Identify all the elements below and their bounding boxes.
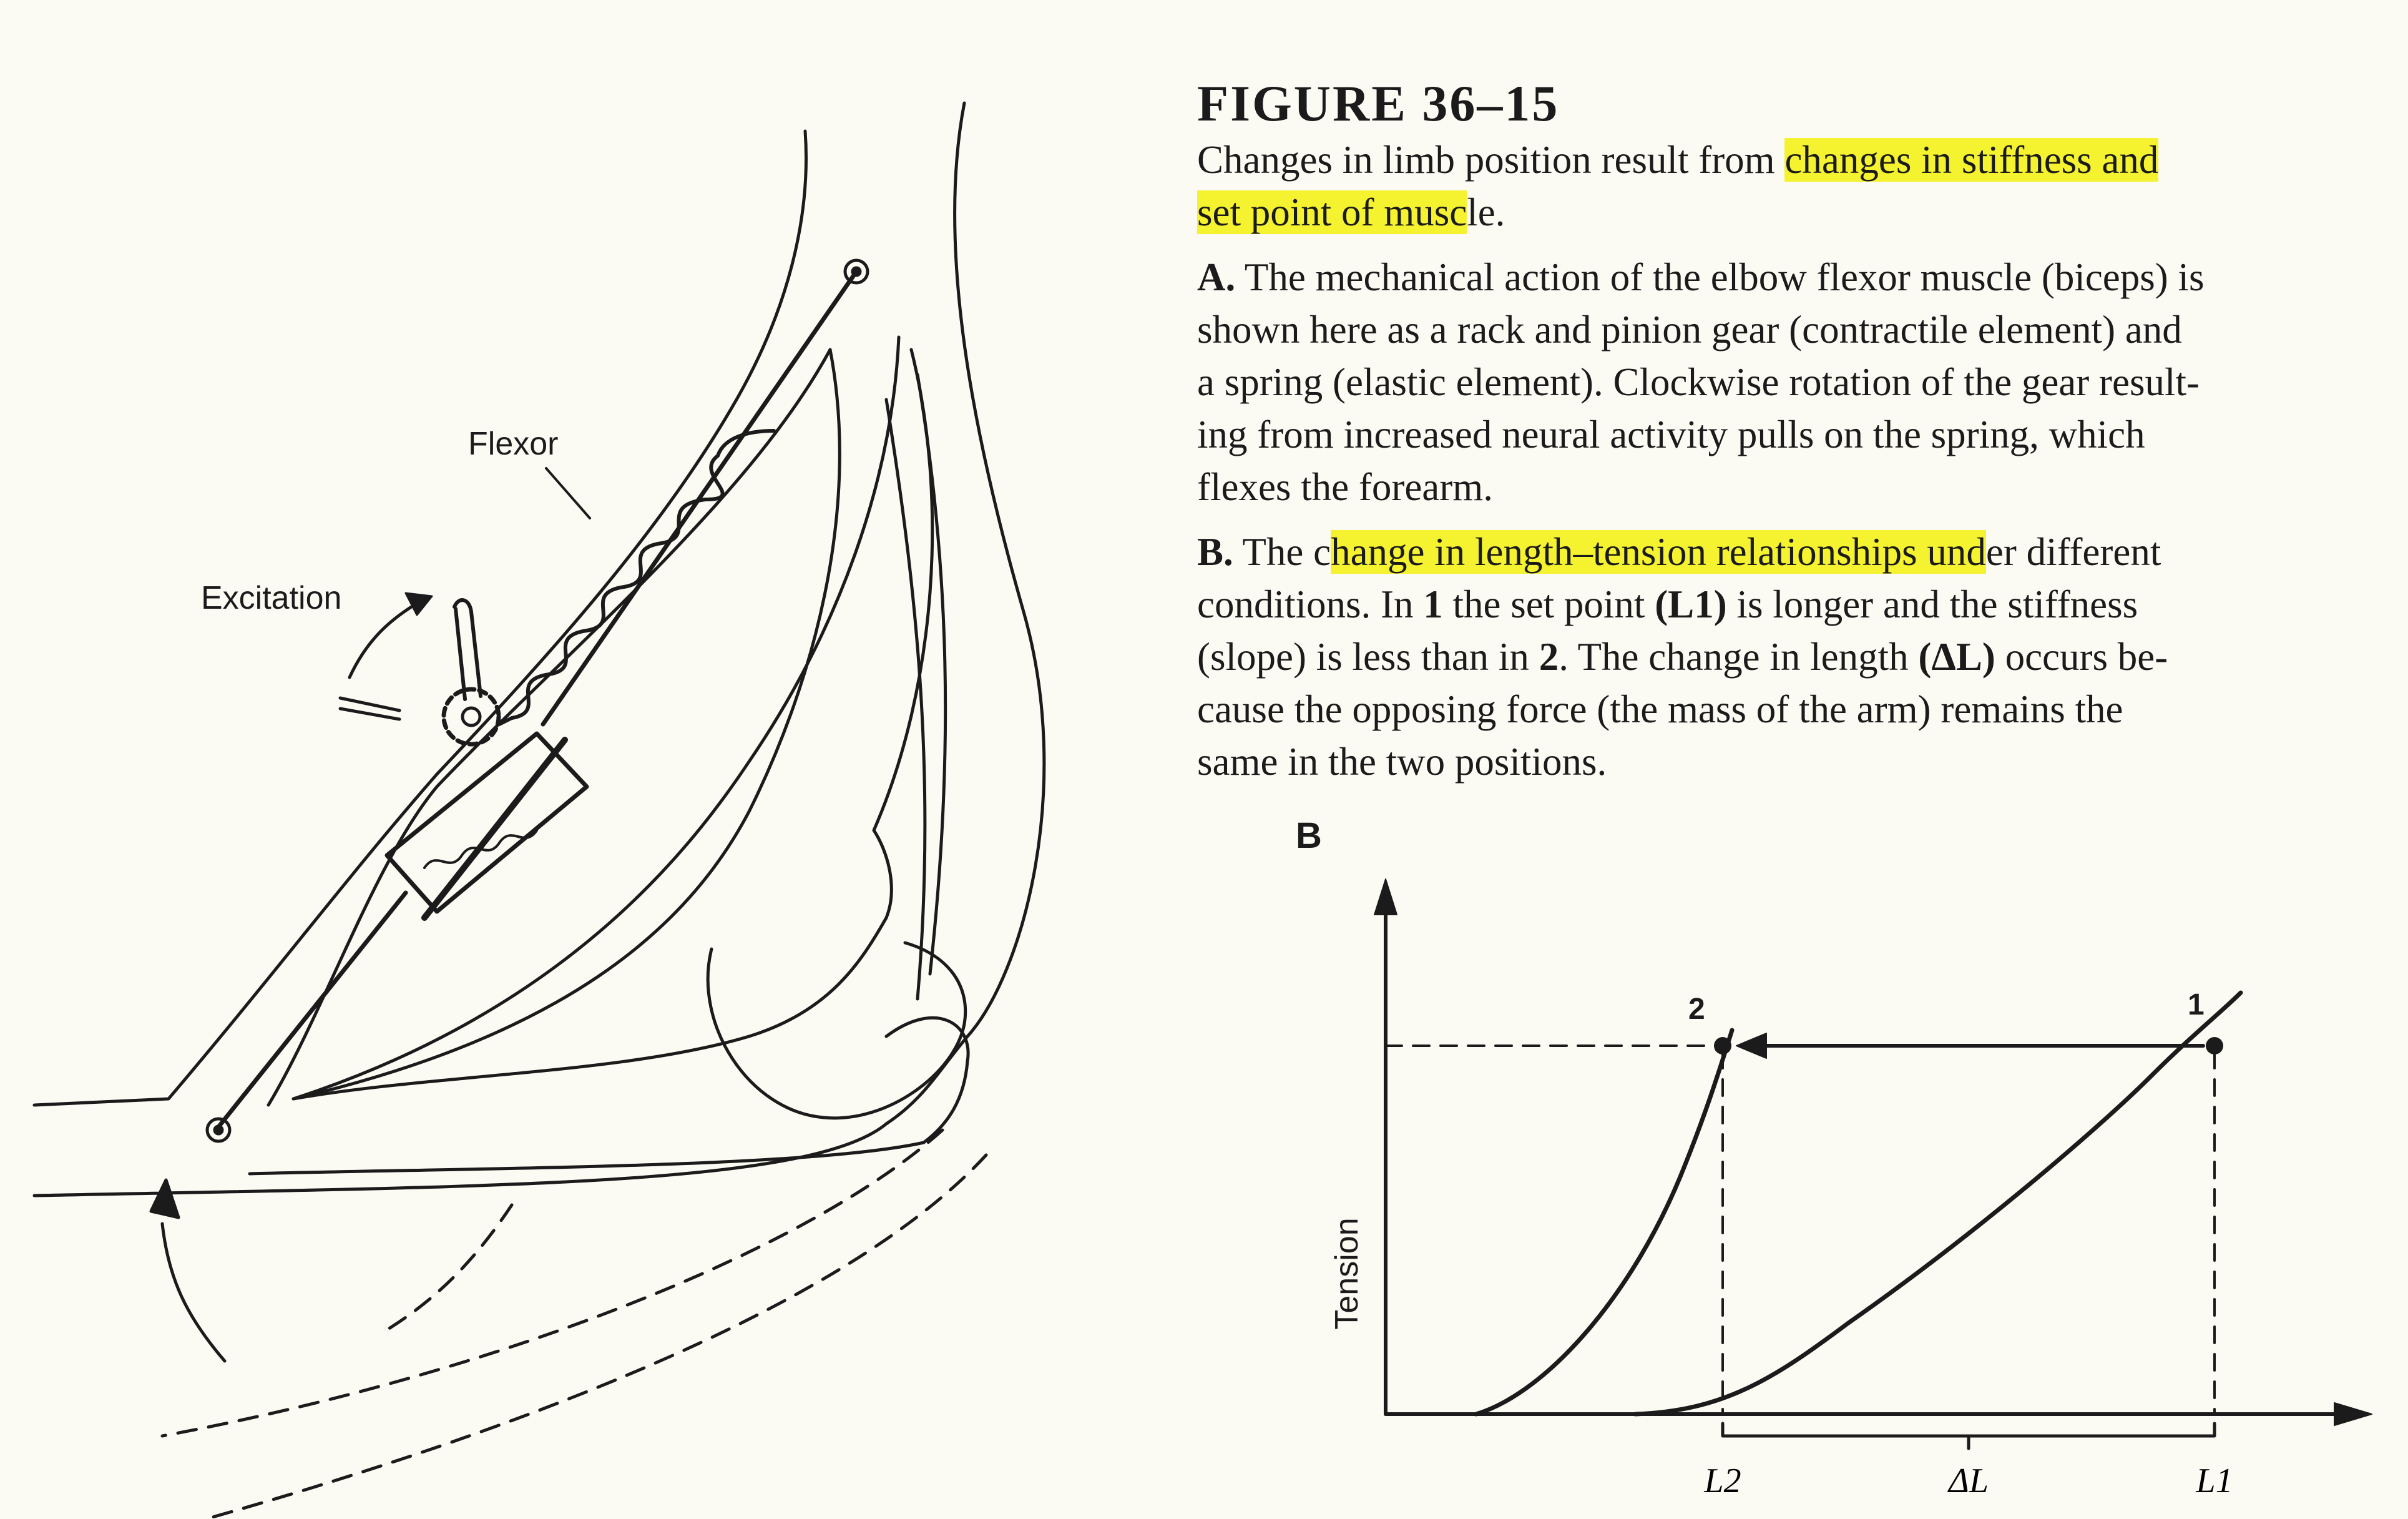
- para-a-line-4: ing from increased neural activity pulls on the spring, which: [1197, 413, 2145, 456]
- forearm-dashed-end: [387, 1205, 512, 1330]
- para-b-line-2-post: is longer and the stiffness: [1726, 583, 2138, 626]
- subtitle-text: Changes in limb position result from: [1197, 138, 1785, 182]
- para-b-line-3: [1197, 631, 2402, 683]
- para-a-line-2: shown here as a rack and pinion gear (contractile element) and: [1197, 308, 2182, 351]
- para-a-line-1: [1197, 251, 2402, 303]
- shift-arrow-head: [1736, 1033, 1766, 1058]
- x-tick-l2: L2: [1704, 1462, 1741, 1500]
- para-b-num-2: 2: [1539, 635, 1559, 679]
- flexor-label: Flexor: [468, 426, 559, 462]
- shoulder-attachment-dot: [853, 268, 860, 275]
- forearm-dashed-bottom: [206, 1155, 986, 1519]
- point-1-marker: [2206, 1037, 2223, 1054]
- rack-housing: [387, 734, 587, 912]
- para-b-line-2-pre: conditions. In: [1197, 583, 1424, 626]
- subtitle-rest: le.: [1467, 190, 1505, 234]
- x-axis-arrow: [2334, 1403, 2372, 1425]
- para-a-line-3: a spring (elastic element). Clockwise rotation of the gear result-: [1197, 360, 2200, 404]
- para-b-line-5: same in the two positions.: [1197, 740, 1607, 784]
- para-b-letter: B.: [1197, 530, 1233, 574]
- y-axis-arrow: [1374, 879, 1397, 915]
- rotation-arrow-head: [151, 1180, 179, 1217]
- x-tick-l1: L1: [2196, 1462, 2233, 1500]
- para-b-line-1-post: er different: [1985, 530, 2161, 574]
- panel-a-diagram: [0, 0, 1186, 1519]
- rotation-arrow-curve: [162, 1224, 225, 1361]
- para-b-line-3-post: occurs be-: [1995, 635, 2168, 679]
- figure-caption: [1197, 74, 2402, 788]
- point-2-label: 2: [1688, 993, 1705, 1026]
- upper-arm-outline-left: [34, 131, 806, 1105]
- subtitle-line-2: [1197, 186, 2402, 238]
- para-b-line-1: [1197, 526, 2402, 578]
- pinion-gear-hub: [463, 708, 480, 725]
- humerus-condyle: [708, 943, 965, 1118]
- flexor-leader-line: [546, 468, 590, 518]
- figure-title: FIGURE 36–15: [1197, 75, 1560, 132]
- para-b-line-2-mid: the set point: [1442, 583, 1655, 626]
- biceps-outline-lower: [293, 350, 839, 1099]
- ulna-bone: [250, 1018, 968, 1174]
- point-1-label: 1: [2188, 988, 2205, 1021]
- panel-b-chart: [1286, 805, 2403, 1517]
- series-2-curve: [1476, 1030, 1732, 1414]
- panel-b-label: B: [1296, 815, 1322, 856]
- excitation-arrow-head: [406, 593, 432, 615]
- para-b-highlight: hange in length–tension relationships und: [1331, 530, 1986, 574]
- para-a-letter: A.: [1197, 255, 1236, 299]
- excitation-label: Excitation: [201, 580, 342, 616]
- biceps-outline: [268, 350, 830, 1105]
- para-b-line-1-pre: The c: [1233, 530, 1331, 574]
- inner-spring: [424, 830, 537, 868]
- para-b-line-3-mid: . The change in length: [1559, 635, 1919, 679]
- forearm-dashed-top: [162, 1130, 942, 1436]
- small-pin: [340, 698, 399, 719]
- para-a-line-5: flexes the forearm.: [1197, 465, 1494, 509]
- subtitle-highlight-2: set point of musc: [1197, 190, 1467, 234]
- para-b-delta-l: (ΔL): [1918, 635, 1995, 679]
- excitation-arrow-curve: [350, 602, 418, 677]
- radius-line: [918, 375, 946, 974]
- excitation-lever: [454, 600, 481, 699]
- subtitle-highlight-1: changes in stiffness and: [1784, 138, 2159, 182]
- para-b-l1: (L1): [1655, 583, 1727, 626]
- para-b-line-3-pre: (slope) is less than in: [1197, 635, 1539, 679]
- subtitle-line-1: [1197, 134, 2402, 186]
- radius-line-2: [886, 400, 925, 999]
- paragraph-a: [1197, 251, 2402, 513]
- para-b-num-1: 1: [1423, 583, 1443, 626]
- forearm-attachment-dot: [215, 1126, 222, 1134]
- y-axis-label: Tension: [1329, 1217, 1365, 1330]
- spring-elastic-element: [499, 431, 774, 724]
- para-a-line-1-text: The mechanical action of the elbow flexor muscle (biceps) is: [1235, 255, 2205, 299]
- delta-l-bracket: [1723, 1423, 2215, 1448]
- point-2-marker: [1714, 1037, 1731, 1054]
- paragraph-b: [1197, 526, 2402, 788]
- para-b-line-2: [1197, 578, 2402, 631]
- para-b-line-4: cause the opposing force (the mass of the arm) remains the: [1197, 687, 2123, 731]
- x-tick-delta-l: ΔL: [1948, 1462, 1989, 1500]
